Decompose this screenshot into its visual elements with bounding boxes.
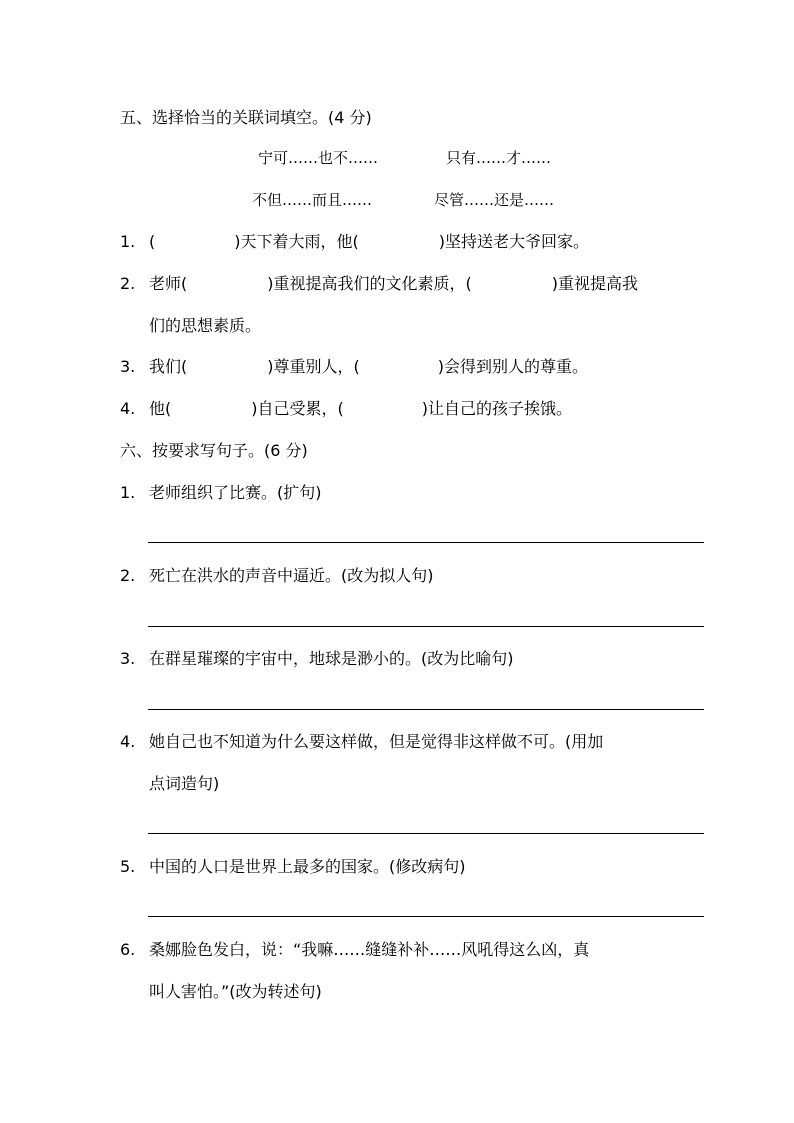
item-text-part: )自己受累，( (251, 399, 344, 418)
sentence-item (120, 649, 514, 669)
item-number: 3. (120, 649, 136, 668)
answer-line[interactable] (148, 833, 704, 834)
item-text-part: 他( (149, 399, 172, 418)
conjunction-option: 不但……而且…… (252, 191, 373, 209)
item-continuation: 叫人害怕。”(改为转述句) (149, 982, 322, 1001)
item-number: 3. (120, 357, 136, 376)
answer-line[interactable] (148, 916, 704, 917)
fill-item (120, 232, 589, 252)
sentence-item (120, 732, 603, 752)
sentence-item (120, 940, 589, 960)
item-number: 6. (120, 940, 136, 959)
item-text: 她自己也不知道为什么要这样做，但是觉得非这样做不可。(用加 (149, 732, 604, 751)
item-continuation: 点词造句) (149, 774, 220, 793)
item-text-part: )天下着大雨，他( (234, 232, 359, 251)
item-text: 死亡在洪水的声音中逼近。(改为拟人句) (149, 566, 434, 585)
item-text-part: )重视提高我们的文化素质，( (267, 274, 472, 293)
item-number: 5. (120, 857, 136, 876)
answer-line[interactable] (148, 542, 704, 543)
item-number: 1. (120, 483, 136, 502)
item-text-part: )尊重别人，( (267, 357, 360, 376)
item-text-part: ( (149, 232, 156, 251)
conjunction-option: 宁可……也不…… (258, 149, 379, 167)
sentence-item (120, 483, 322, 503)
item-text: 桑娜脸色发白，说：“我嘛……缝缝补补……风吼得这么凶，真 (149, 940, 590, 959)
fill-item (120, 274, 638, 294)
fill-item (120, 399, 572, 419)
item-text-part: )会得到别人的尊重。 (437, 357, 588, 376)
item-text-part: )坚持送老大爷回家。 (438, 232, 589, 251)
item-number: 2. (120, 566, 136, 585)
item-continuation: 们的思想素质。 (149, 316, 262, 335)
sentence-item (120, 857, 466, 877)
section6-title: 六、按要求写句子。(6 分) (120, 441, 308, 460)
answer-line[interactable] (148, 626, 704, 627)
conjunction-option: 只有……才…… (446, 149, 552, 167)
item-text-part: 我们( (149, 357, 188, 376)
answer-line[interactable] (148, 709, 704, 710)
item-text-part: )让自己的孩子挨饿。 (421, 399, 572, 418)
item-text: 老师组织了比赛。(扩句) (149, 483, 322, 502)
fill-item (120, 357, 588, 377)
item-number: 1. (120, 232, 136, 251)
sentence-item (120, 566, 434, 586)
item-text-part: 老师( (149, 274, 188, 293)
item-text: 在群星璀璨的宇宙中，地球是渺小的。(改为比喻句) (149, 649, 514, 668)
item-text-part: )重视提高我 (551, 274, 638, 293)
item-number: 4. (120, 732, 136, 751)
conjunction-option: 尽管……还是…… (434, 191, 555, 209)
item-number: 4. (120, 399, 136, 418)
item-number: 2. (120, 274, 136, 293)
section5-title: 五、选择恰当的关联词填空。(4 分) (120, 108, 372, 127)
item-text: 中国的人口是世界上最多的国家。(修改病句) (149, 857, 466, 876)
